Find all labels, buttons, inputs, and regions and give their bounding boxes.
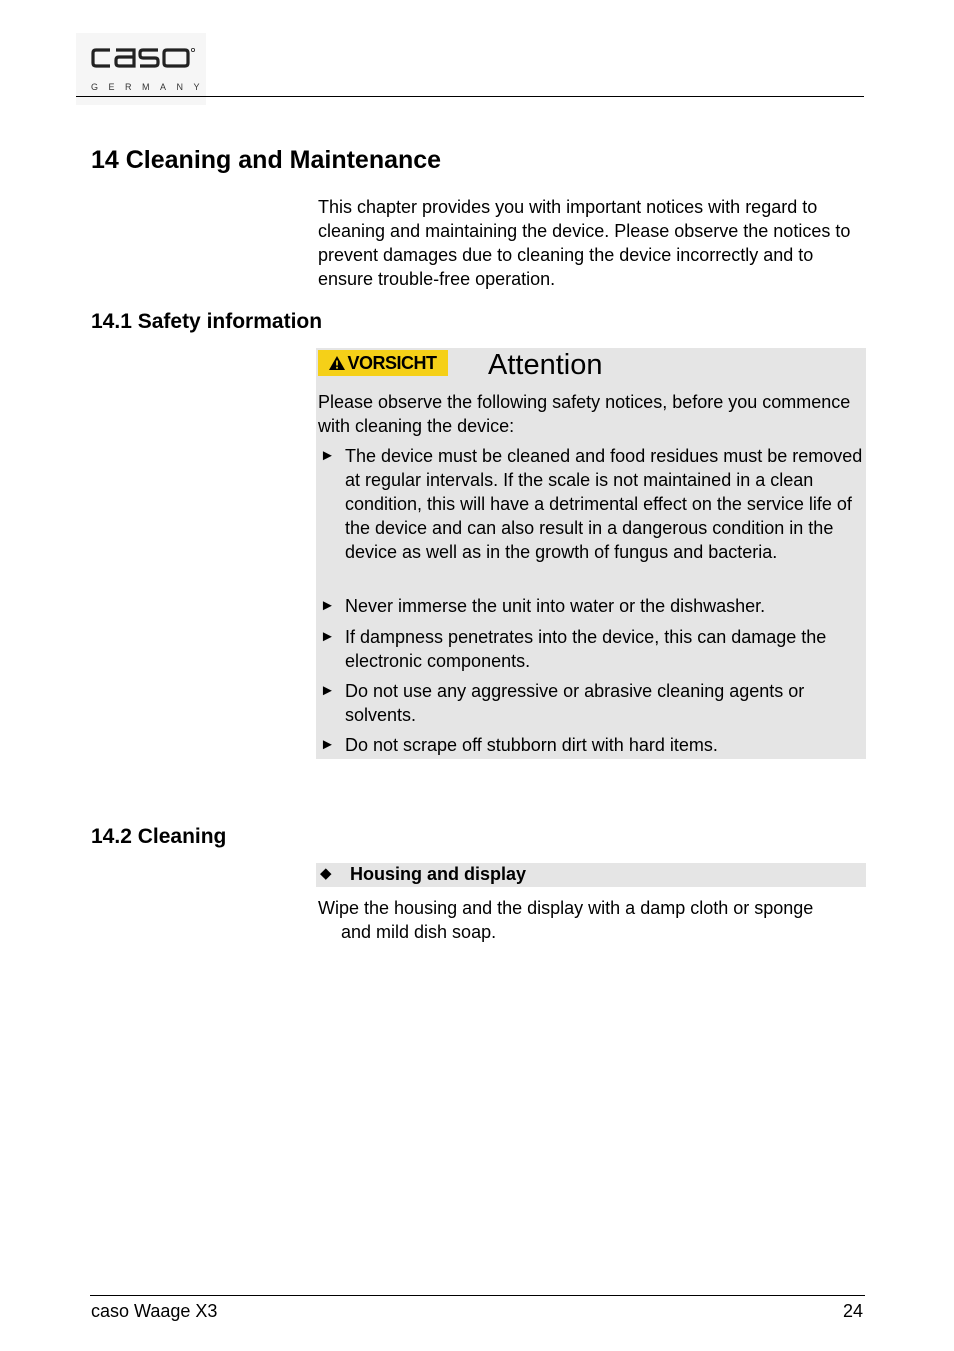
- warning-triangle-icon: [329, 356, 345, 370]
- cleaning-text-line1: Wipe the housing and the display with a damp cloth or sponge: [318, 898, 814, 918]
- safety-heading: 14.1 Safety information: [91, 310, 323, 333]
- page-number: 24: [842, 1301, 863, 1321]
- list-item-text: Do not scrape off stubborn dirt with hard items.: [345, 735, 718, 755]
- bullet-arrow-icon: ►: [320, 628, 335, 645]
- bullet-arrow-icon: ►: [320, 682, 335, 699]
- footer-divider: [90, 1295, 865, 1296]
- cleaning-text-line2: and mild dish soap.: [341, 922, 497, 942]
- cleaning-instructions: [318, 896, 863, 944]
- bullet-arrow-icon: ►: [320, 447, 335, 464]
- list-item-text: If dampness penetrates into the device, this can damage the electronic components.: [345, 627, 827, 671]
- logo-subtitle: GERMANY: [91, 82, 211, 92]
- bullet-arrow-icon: ►: [320, 736, 335, 753]
- list-item-text: Do not use any aggressive or abrasive cleaning agents or solvents.: [345, 681, 805, 725]
- bullet-arrow-icon: ►: [320, 597, 335, 614]
- cleaning-heading: 14.2 Cleaning: [91, 825, 227, 848]
- subsection-title: Housing and display: [350, 864, 527, 884]
- section-intro: This chapter provides you with important notices with regard to cleaning and maintaining the device. Please observe the notices to prevent damages due to cleaning the device incorrectly and to ensure trouble-free operation.: [318, 197, 851, 289]
- warning-box: [316, 348, 866, 759]
- warning-badge-label: VORSICHT: [347, 352, 437, 373]
- list-item-text: Never immerse the unit into water or the dishwasher.: [345, 596, 766, 616]
- caso-logo: [76, 33, 211, 105]
- caso-wordmark-icon: [90, 47, 196, 69]
- warning-lead: Please observe the following safety notices, before you commence with cleaning the device:: [318, 392, 851, 436]
- section-title: 14 Cleaning and Maintenance: [91, 146, 442, 174]
- diamond-bullet-icon: ◆: [320, 865, 332, 882]
- footer-product-name: caso Waage X3: [91, 1301, 218, 1321]
- list-item-text: The device must be cleaned and food residues must be removed at regular intervals. If the scale is not maintained in a clean condition, this will have a detrimental effect on the service life of the device and can also result in a dangerous condition in the device as well as in the growth of fungus and bacteria.: [345, 446, 863, 562]
- header-divider: [76, 96, 864, 97]
- warning-badge: [318, 350, 448, 376]
- warning-title: Attention: [488, 349, 603, 381]
- subsection-bar: [316, 863, 866, 887]
